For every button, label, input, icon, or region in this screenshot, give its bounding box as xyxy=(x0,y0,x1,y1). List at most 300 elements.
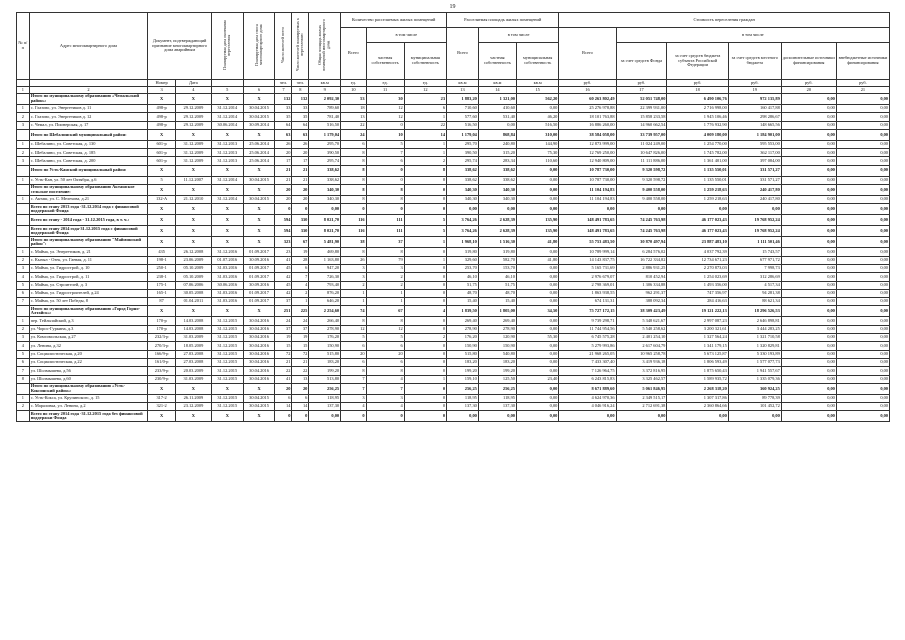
table-cell: 601-р xyxy=(148,157,176,165)
unit-cell xyxy=(17,80,30,87)
table-cell: 1 320 829,81 xyxy=(728,342,781,350)
table-cell: с. Майма, ул. Гидростроителей, д.24 xyxy=(29,289,148,297)
col-num: 14 xyxy=(478,87,516,94)
table-cell: 41 xyxy=(275,375,292,383)
table-cell: 55,30 xyxy=(516,334,558,342)
table-cell: 38 309 423,49 xyxy=(616,306,667,317)
table-cell: X xyxy=(175,185,211,196)
table-cell: 8 xyxy=(366,185,404,196)
table-cell: 8 xyxy=(366,317,404,325)
subtotal-row xyxy=(17,94,890,105)
table-cell: 20 xyxy=(275,196,292,204)
table-cell: 0,00 xyxy=(616,204,667,215)
table-cell: 41,80 xyxy=(516,237,558,248)
table-cell: 388 092,34 xyxy=(616,298,667,306)
table-cell: 1 xyxy=(404,140,446,148)
table-cell: 3 372 816,95 xyxy=(616,367,667,375)
table-cell: 0,00 xyxy=(836,157,889,165)
table-cell: 8 xyxy=(366,248,404,256)
table-cell: 0 xyxy=(404,403,446,411)
table-cell: с. Майма, ул. Гидрострой, д. 11 xyxy=(29,273,148,281)
table-cell: ул. Шолмышева, д.56 xyxy=(29,367,148,375)
col-num: 8 xyxy=(292,87,309,94)
table-cell: 4 517,34 xyxy=(728,281,781,289)
table-cell: 0,00 xyxy=(516,281,558,289)
table-cell: 1 xyxy=(17,196,30,204)
table-cell: 1 184 901,00 xyxy=(728,129,781,140)
table-cell: 29.12.2009 xyxy=(175,121,211,129)
table-cell: X xyxy=(175,165,211,176)
table-cell: X xyxy=(175,129,211,140)
table-cell: 137,30 xyxy=(478,403,516,411)
table-cell: 19 768 952,24 xyxy=(728,226,781,237)
table-cell: 30.09.2016 xyxy=(243,256,275,264)
table-cell: 19 xyxy=(292,248,309,256)
table-cell: 2 xyxy=(404,157,446,165)
table-cell: 37 xyxy=(366,237,404,248)
table-cell: 30.04.2016 xyxy=(243,334,275,342)
table-cell: 321-2 xyxy=(148,403,176,411)
table-cell: 12 xyxy=(366,105,404,113)
table-cell: 0,00 xyxy=(836,94,889,105)
table-cell: 176,20 xyxy=(309,334,341,342)
table-cell: 1 493 356,00 xyxy=(667,281,728,289)
header-fund: за счет средств Фонда xyxy=(616,43,667,80)
header-count-incl: в том числе xyxy=(366,28,447,43)
col-num: 19 xyxy=(728,87,781,94)
table-cell: 21.12.2010 xyxy=(175,196,211,204)
table-cell xyxy=(17,215,30,226)
table-cell: ул. Ленина, д.32 xyxy=(29,342,148,350)
table-cell: 1 945 106,46 xyxy=(667,113,728,121)
page-number: 19 xyxy=(449,4,456,10)
col-num: 7 xyxy=(275,87,292,94)
header-cost-total: Всего xyxy=(559,28,616,80)
table-cell: с. Мараловка, ул. Ленина, д.2 xyxy=(29,403,148,411)
header-count-private: частная собственность xyxy=(366,43,404,80)
table-cell xyxy=(17,383,30,394)
table-cell: 5 xyxy=(341,334,366,342)
table-cell: 31.03.2016 xyxy=(211,273,243,281)
table-cell: 7 xyxy=(17,298,30,306)
header-extra: дополнительные источники финансирования xyxy=(781,43,836,80)
col-num: 12 xyxy=(404,87,446,94)
table-cell: 26 xyxy=(292,140,309,148)
table-cell: 21 xyxy=(275,358,292,366)
table-cell: 0,00 xyxy=(447,204,479,215)
units-row xyxy=(17,80,890,87)
table-cell: 8 xyxy=(341,149,366,157)
table-cell: 0,00 xyxy=(781,113,836,121)
table-cell: 947,20 xyxy=(309,264,341,272)
header-planned-date: Планируемая дата окончания переселения xyxy=(211,13,243,80)
table-cell: 0 xyxy=(404,273,446,281)
table-cell: 132-А xyxy=(148,196,176,204)
table-cell: 31.03.2016 xyxy=(211,289,243,297)
table-cell: 12 769 250,00 xyxy=(559,149,616,157)
table-cell: 515,80 xyxy=(309,350,341,358)
table-cell: 0,00 xyxy=(781,185,836,196)
table-cell: 577,60 xyxy=(447,113,479,121)
table-cell: 0 xyxy=(292,204,309,215)
table-cell: 160 417,88 xyxy=(728,105,781,113)
table-cell: X xyxy=(243,237,275,248)
table-cell: 31.12.2015 xyxy=(211,403,243,411)
table-cell: 175-1 xyxy=(148,281,176,289)
table-cell: 594 xyxy=(275,215,292,226)
table-cell: с. Майма, ул. Гидрострой, д. 10 xyxy=(29,264,148,272)
table-cell: 30.09.2014 xyxy=(243,121,275,129)
table-cell: X xyxy=(211,411,243,422)
unit-cell: ед. xyxy=(404,80,446,87)
table-cell: 3 xyxy=(366,394,404,402)
table-cell: 2 976 679,07 xyxy=(559,273,616,281)
header-local: за счет средств местного бюджета xyxy=(728,43,781,80)
subtotal-row xyxy=(17,306,890,317)
table-cell: 7 xyxy=(366,149,404,157)
table-cell: 0,00 xyxy=(781,281,836,289)
table-cell: 0 xyxy=(404,196,446,204)
table-cell: 312 286,69 xyxy=(728,273,781,281)
table-cell: 30.04.2015 xyxy=(243,176,275,184)
table-cell: 0,00 xyxy=(836,317,889,325)
table-cell: 0,00 xyxy=(836,264,889,272)
table-cell: 42 xyxy=(275,289,292,297)
table-cell: 135,90 xyxy=(516,215,558,226)
table-cell: 9 400 558,00 xyxy=(616,185,667,196)
table-cell: 8 xyxy=(341,176,366,184)
table-cell: 165-1 xyxy=(148,289,176,297)
table-cell: 6 xyxy=(341,140,366,148)
table-cell: 0,00 xyxy=(781,140,836,148)
unit-cell: руб. xyxy=(728,80,781,87)
table-cell: 310,00 xyxy=(516,129,558,140)
table-cell: 19 768 952,24 xyxy=(728,215,781,226)
table-cell: 1 941 557,67 xyxy=(728,367,781,375)
table-cell: 41,80 xyxy=(516,256,558,264)
table-cell: 20.03.2009 xyxy=(175,367,211,375)
table-cell: X xyxy=(175,204,211,215)
table-cell: 2 xyxy=(17,325,30,333)
table-cell: 14 143 837,75 xyxy=(559,256,616,264)
table-cell: 8 021,70 xyxy=(309,215,341,226)
table-cell: 10 787 730,00 xyxy=(559,176,616,184)
table-cell: 0,00 xyxy=(836,375,889,383)
table-cell: 0 xyxy=(292,411,309,422)
table-cell: 2 360 864,66 xyxy=(667,403,728,411)
table-cell: 12 xyxy=(366,113,404,121)
table-cell: 2 349 515,17 xyxy=(616,394,667,402)
table-cell: 1 863 938,55 xyxy=(559,289,616,297)
table-cell: 0,00 xyxy=(781,248,836,256)
col-num: 11 xyxy=(366,87,404,94)
table-cell: 27.03.2008 xyxy=(175,350,211,358)
table-cell: 710,60 xyxy=(447,105,479,113)
table-cell: 7 xyxy=(17,367,30,375)
table-cell: 1 327 564,24 xyxy=(667,334,728,342)
table-cell: 726,30 xyxy=(309,273,341,281)
header-cost-group: Стоимость переселения граждан xyxy=(559,13,890,28)
table-cell: 1 321,00 xyxy=(478,94,516,105)
table-cell: 0,00 xyxy=(781,129,836,140)
table-cell: 30.04.2015 xyxy=(243,105,275,113)
table-cell: 27.03.2008 xyxy=(175,358,211,366)
table-cell: 317-2 xyxy=(148,394,176,402)
table-cell: 0,00 xyxy=(836,121,889,129)
table-cell: 0 xyxy=(275,411,292,422)
table-row xyxy=(17,375,890,383)
table-cell: 29.12.2009 xyxy=(175,113,211,121)
table-cell: 20 xyxy=(292,383,309,394)
table-cell: 16 722 334,82 xyxy=(616,256,667,264)
table-cell: 30.04.2016 xyxy=(243,367,275,375)
table-row xyxy=(17,121,890,129)
table-cell: 315,20 xyxy=(478,149,516,157)
table-cell: 63 xyxy=(292,129,309,140)
table-cell: 0,00 xyxy=(516,342,558,350)
table-cell: 0,00 xyxy=(781,317,836,325)
table-cell: 15 858 233,58 xyxy=(616,113,667,121)
table-cell: 31.03.2016 xyxy=(211,264,243,272)
table-cell: Итого по муниципальному образованию «Город Горно-Алтайск»: xyxy=(29,306,148,317)
table-cell: 31.12.2015 xyxy=(211,325,243,333)
table-cell: пер. Тейльпайский, д.3 xyxy=(29,317,148,325)
table-cell: 11.12.2007 xyxy=(175,176,211,184)
table-cell: 0,00 xyxy=(516,248,558,256)
table-cell: 31.12.2015 xyxy=(211,350,243,358)
table-cell: 4 xyxy=(366,403,404,411)
table-cell: 2 617 604,79 xyxy=(616,342,667,350)
table-cell: 15,40 xyxy=(478,298,516,306)
table-cell: 29.12.2009 xyxy=(175,105,211,113)
table-cell: 3 xyxy=(17,334,30,342)
table-cell: 74 245 763,98 xyxy=(616,215,667,226)
col-num: 9 xyxy=(309,87,341,94)
col-num: 2 xyxy=(29,87,148,94)
table-cell: 1 xyxy=(366,289,404,297)
table-cell: 111 xyxy=(366,215,404,226)
table-cell: 2 997 087,23 xyxy=(667,317,728,325)
table-cell: 01.07.2016 xyxy=(211,256,243,264)
table-cell: 14 xyxy=(275,403,292,411)
table-cell: 5 xyxy=(366,140,404,148)
table-cell: 0,00 xyxy=(836,215,889,226)
table-cell: 6 xyxy=(341,342,366,350)
unit-doc-number: Номер xyxy=(148,80,176,87)
table-cell: 0,00 xyxy=(836,394,889,402)
table-cell: 0,00 xyxy=(836,342,889,350)
table-cell: 183,20 xyxy=(447,358,479,366)
subtotal-row xyxy=(17,204,890,215)
table-cell: 338,62 xyxy=(447,176,479,184)
table-cell: X xyxy=(175,94,211,105)
table-row xyxy=(17,157,890,165)
table-cell: 125,50 xyxy=(478,375,516,383)
table-cell: 0,00 xyxy=(781,204,836,215)
table-cell: 12 734 671,23 xyxy=(667,256,728,264)
table-cell: 18 296 526,53 xyxy=(728,306,781,317)
table-cell: 30.04.2016 xyxy=(243,342,275,350)
table-cell: 6 xyxy=(366,342,404,350)
table-cell: 3 xyxy=(17,264,30,272)
table-cell: Итого по муниципальному образованию «Чемальский район»: xyxy=(29,94,148,105)
table-cell: 72 xyxy=(275,350,292,358)
table-cell: 1 516,30 xyxy=(478,237,516,248)
table-cell: 540,80 xyxy=(478,350,516,358)
table-cell: 11 111 886,00 xyxy=(616,157,667,165)
table-cell: 14 xyxy=(292,403,309,411)
table-cell: 781,40 xyxy=(309,113,341,121)
table-cell: ул. Комсомольская, д.27 xyxy=(29,334,148,342)
table-cell: 3 xyxy=(17,157,30,165)
table-cell: 183,20 xyxy=(478,358,516,366)
table-cell: 8 xyxy=(366,196,404,204)
table-cell: 0 xyxy=(366,121,404,129)
table-cell: 5 xyxy=(404,215,446,226)
table-cell: 390,50 xyxy=(447,149,479,157)
table-cell: 0,00 xyxy=(781,176,836,184)
table-cell: 31.12.2015 xyxy=(211,334,243,342)
table-cell: 0 xyxy=(404,367,446,375)
table-cell: 30 xyxy=(366,94,404,105)
table-cell: 6 xyxy=(404,105,446,113)
table-cell: 1 875 650,43 xyxy=(667,367,728,375)
table-cell: 15 743,57 xyxy=(728,248,781,256)
table-cell: ул. Социалистическая, д.22 xyxy=(29,358,148,366)
table-cell: 6 284 576,02 xyxy=(616,248,667,256)
table-cell: 0,00 xyxy=(667,411,728,422)
table-cell: 0,00 xyxy=(781,358,836,366)
table-cell: 0,00 xyxy=(836,129,889,140)
table-cell: 0,00 xyxy=(836,149,889,157)
table-cell: 12 940 809,00 xyxy=(559,157,616,165)
table-cell: 0,00 xyxy=(516,204,558,215)
table-cell: 0,00 xyxy=(781,306,836,317)
table-row xyxy=(17,149,890,157)
table-cell: 0,00 xyxy=(516,273,558,281)
table-cell: 2 712 691,38 xyxy=(616,403,667,411)
table-row xyxy=(17,350,890,358)
table-cell: 0,00 xyxy=(516,289,558,297)
table-cell: с. Акташ, ул. С. Мелехова, д.21 xyxy=(29,196,148,204)
table-cell: 674 131,31 xyxy=(559,298,616,306)
table-cell: 12 873 999,00 xyxy=(559,140,616,148)
table-cell: 876,20 xyxy=(309,289,341,297)
table-cell: 53 xyxy=(341,94,366,105)
table-cell: 0 xyxy=(404,358,446,366)
table-cell: 278,90 xyxy=(478,325,516,333)
col-num: 6 xyxy=(243,87,275,94)
table-cell: 8 xyxy=(341,248,366,256)
table-cell: 31.12.2014 xyxy=(211,176,243,184)
table-cell: 11 104 194,83 xyxy=(559,185,616,196)
table-cell: 1 179,04 xyxy=(309,129,341,140)
column-numbers-row xyxy=(17,87,890,94)
table-cell: 0,00 xyxy=(516,105,558,113)
table-cell: 1 xyxy=(404,113,446,121)
table-cell: 340,30 xyxy=(309,185,341,196)
table-cell: 0,00 xyxy=(836,411,889,422)
header-count-group: Количество расселяемых жилых помещений xyxy=(341,13,447,28)
col-num: 4 xyxy=(175,87,211,94)
table-cell: 868,84 xyxy=(478,129,516,140)
table-cell: X xyxy=(148,165,176,176)
table-cell: 435 xyxy=(148,248,176,256)
table-cell: 116 xyxy=(341,226,366,237)
table-cell: 20 xyxy=(366,350,404,358)
table-cell: с. Усть-Кан, ул. 50 лет Октября, д.6 xyxy=(29,176,148,184)
table-cell: X xyxy=(211,383,243,394)
table-cell: 31.12.2009 xyxy=(175,157,211,165)
unit-cell xyxy=(243,80,275,87)
table-cell: 6 xyxy=(341,358,366,366)
table-cell: 1 xyxy=(404,149,446,157)
table-cell: 118,95 xyxy=(478,394,516,402)
table-cell: 2 092,30 xyxy=(309,94,341,105)
table-cell: 3 444 283,25 xyxy=(728,325,781,333)
table-cell xyxy=(17,185,30,196)
table-cell: 10 965 258,78 xyxy=(616,350,667,358)
table-row xyxy=(17,289,890,297)
table-cell: 962 291,37 xyxy=(616,289,667,297)
table-cell: X xyxy=(211,215,243,226)
table-cell: 33 739 957,00 xyxy=(616,129,667,140)
table-cell: 1 xyxy=(292,298,309,306)
table-row xyxy=(17,317,890,325)
table-cell: 3 200 321,61 xyxy=(667,325,728,333)
table-cell: 1 306 334,88 xyxy=(616,281,667,289)
table-cell: 55 753 483,50 xyxy=(559,237,616,248)
table-cell: 6 243 815,83 xyxy=(559,375,616,383)
table-cell: 25.06.2014 xyxy=(243,140,275,148)
header-area-total: Всего xyxy=(447,28,479,80)
table-cell: 8 xyxy=(341,196,366,204)
table-cell: 8 xyxy=(404,165,446,176)
subtotal-row xyxy=(17,165,890,176)
table-cell: 0,00 xyxy=(516,394,558,402)
table-cell: 150,90 xyxy=(478,342,516,350)
table-cell: 2 xyxy=(17,403,30,411)
table-cell: X xyxy=(243,411,275,422)
table-cell: 21 968 265,05 xyxy=(559,350,616,358)
table-cell: 582,70 xyxy=(478,256,516,264)
table-cell: 30.04.2015 xyxy=(243,394,275,402)
table-cell: 19 121 222,13 xyxy=(667,306,728,317)
table-cell: 0,00 xyxy=(836,298,889,306)
table-cell: 72 xyxy=(292,350,309,358)
table-cell: 498-р xyxy=(148,113,176,121)
col-num: 18 xyxy=(667,87,728,94)
table-cell: 6 xyxy=(17,289,30,297)
table-cell: 0,00 xyxy=(781,350,836,358)
table-cell: 0,00 xyxy=(559,204,616,215)
table-cell: 0,00 xyxy=(836,358,889,366)
table-cell: 3 xyxy=(366,264,404,272)
table-cell: 31.12.2014 xyxy=(211,113,243,121)
table-cell: 1 745 782,00 xyxy=(667,149,728,157)
table-cell: с. Глазово, ул. Энергетиков д. 11 xyxy=(29,105,148,113)
table-cell: 0 xyxy=(404,394,446,402)
subtotal-row xyxy=(17,383,890,394)
table-cell: 34,50 xyxy=(516,306,558,317)
table-cell: 0,00 xyxy=(516,176,558,184)
table-cell: 397 084,00 xyxy=(728,157,781,165)
table-cell: 256,25 xyxy=(447,383,479,394)
table-cell: 148 491 783,65 xyxy=(559,215,616,226)
table-cell: 6 xyxy=(275,394,292,402)
table-cell: 1 589 935,72 xyxy=(667,375,728,383)
table-cell: 269,40 xyxy=(478,317,516,325)
